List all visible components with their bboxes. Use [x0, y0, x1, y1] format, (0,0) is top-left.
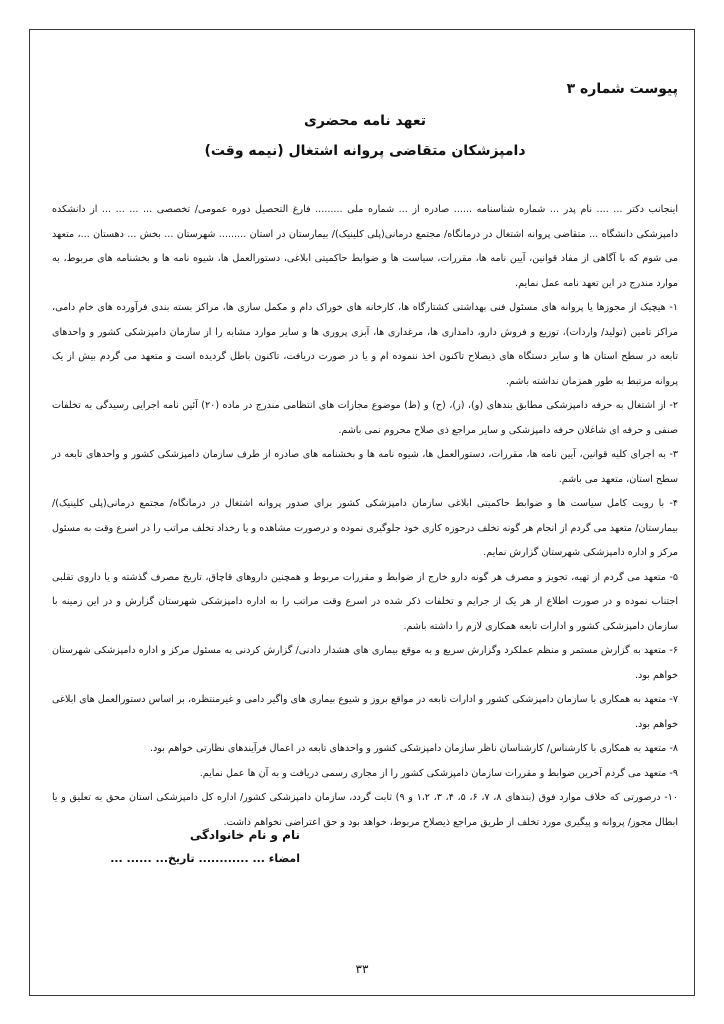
full-name-label: نام و نام خانوادگی — [189, 828, 300, 842]
clause-1: ۱- هیچیک از مجوزها یا پروانه های مسئول فنی بهداشتی کشتارگاه ها، کارخانه های خوراک دام و مکمل سازی ها، مراکز بسته بندی فرآورده های خام دامی، مراکز تامین (تولید/ واردات)، توزیع و فروش دارو، دامداری ها، مرغداری ها، آبزی پروری ها و سایر موارد مشابه را از سازمان دامپزشکی کشور و واحدهای تابعه در سطح استان ها و سایر دستگاه های ذیصلاح تاکنون اخذ ننموده ام و یا در صورت دریافت، تاکنون باطل گردیده است و متعهد می گردم بیش از یک پروانه مرتبط به طور همزمان نداشته باشم. — [52, 302, 678, 387]
clause-3: ۳- به اجرای کلیه قوانین، آیین نامه ها، مقررات، دستورالعمل ها، شیوه نامه ها و بخشنامه های صادره از طرف سازمان دامپزشکی کشور و واحدهای تابعه در سطح استان، متعهد می باشم. — [52, 449, 678, 485]
signature-date-line: امضاء ... ............ تاریخ... ...... ... — [110, 852, 300, 865]
signature-block — [60, 823, 300, 871]
document-body — [52, 198, 678, 835]
appendix-label: پیوست شماره ۳ — [566, 81, 678, 97]
document-subtitle: دامپزشکان متقاضی پروانه اشتغال (نیمه وقت) — [204, 143, 526, 159]
document-title: تعهد نامه محضری — [303, 113, 426, 129]
intro-paragraph: اینجانب دکتر ... .... نام پدر ... شماره شناسنامه ...... صادره از ... شماره ملی ......... فارغ التحصیل دوره عمومی/ تخصصی ... ... ... ... از دانشکده دامپزشکی دانشگاه ... متقاضی پروانه اشتغال در درمانگاه/ مجتمع درمانی(پلی کلینیک)/ بیمارستان در استان ......... شهرستان ... بخش ... دهستان ...، متعهد می شوم که با آگاهی از مفاد قوانین، آیین نامه ها، مقررات، سیاست ها و ضوابط حاکمیتی ابلاغی، دستورالعمل ها، شیوه نامه ها و بخشنامه های مربوط، به موارد مندرج در این تعهد نامه عمل نمایم. — [52, 204, 678, 289]
document-page — [52, 70, 678, 835]
clause-7: ۷- متعهد به همکاری با سازمان دامپزشکی کشور و ادارات تابعه در مواقع بروز و شیوع بیماری های واگیر دامی و غیرمنتظره، بر اساس دستورالعمل های ابلاغی خواهم بود. — [52, 694, 678, 730]
clause-8: ۸- متعهد به همکاری با کارشناس/ کارشناسان ناظر سازمان دامپزشکی کشور و واحدهای تابعه در اعمال فرآیندهای نظارتی خواهم بود. — [149, 743, 678, 754]
clause-4: ۴- با رویت کامل سیاست ها و ضوابط حاکمیتی ابلاغی سازمان دامپزشکی کشور برای صدور پروانه اشتغال در درمانگاه/ مجتمع درمانی(پلی کلینیک)/ بیمارستان/ متعهد می گردم از انجام هر گونه تخلف درحوزه کاری خود جلوگیری نموده و درصورت مشاهده و یا رخداد تخلف مراتب را در اسرع وقت به مسئول مرکز و اداره دامپزشکی شهرستان گزارش نمایم. — [52, 498, 678, 558]
clause-5: ۵- متعهد می گردم از تهیه، تجویز و مصرف هر گونه دارو خارج از ضوابط و مقررات مربوط و همچنین داروهای قاچاق، تاریخ مصرف گذشته و یا داروی تقلبی اجتناب نموده و در صورت اطلاع از هر یک از جرایم و تخلفات ذکر شده در اسرع وقت مراتب را به اداره دامپزشکی شهرستان گزارش و در این زمینه با سازمان دامپزشکی کشور و ادارات تابعه همکاری لازم را داشته باشم. — [52, 571, 678, 632]
clause-2: ۲- از اشتغال به حرفه دامپزشکی مطابق بندهای (و)، (ز)، (ح) و (ط) موضوع مجازات های انتظامی مندرج در ماده (۲۰) آئین نامه اجرایی رسیدگی به تخلفات صنفی و حرفه ای شاغلان حرفه دامپزشکی و سایر مراجع ذی صلاح محروم نمی باشم. — [52, 400, 679, 436]
clause-9: ۹- متعهد می گردم آخرین ضوابط و مقررات سازمان دامپزشکی کشور را از مجاری رسمی دریافت و به آن ها عمل نمایم. — [199, 767, 678, 779]
clause-10: ۱۰- درصورتی که خلاف موارد فوق (بندهای ۸، ۷، ۶، ۵، ۴، ۳، ۱،۲ و ۹) ثابت گردد، سازمان دامپزشکی کشور/ اداره کل دامپزشکی استان محق به تعلیق و یا ابطال مجوز/ پروانه و پیگیری مورد تخلف از طریق مراجع ذیصلاح مربوط، خواهد بود و حق اعتراضی نخواهم داشت. — [52, 792, 679, 828]
clause-6: ۶- متعهد به گزارش مستمر و منظم عملکرد وگزارش سریع و به موقع بیماری های هشدار دادنی/ گزارش کردنی به مسئول مرکز و اداره دامپزشکی شهرستان خواهم بود. — [52, 645, 678, 681]
page-number: ۳۳ — [355, 962, 369, 976]
